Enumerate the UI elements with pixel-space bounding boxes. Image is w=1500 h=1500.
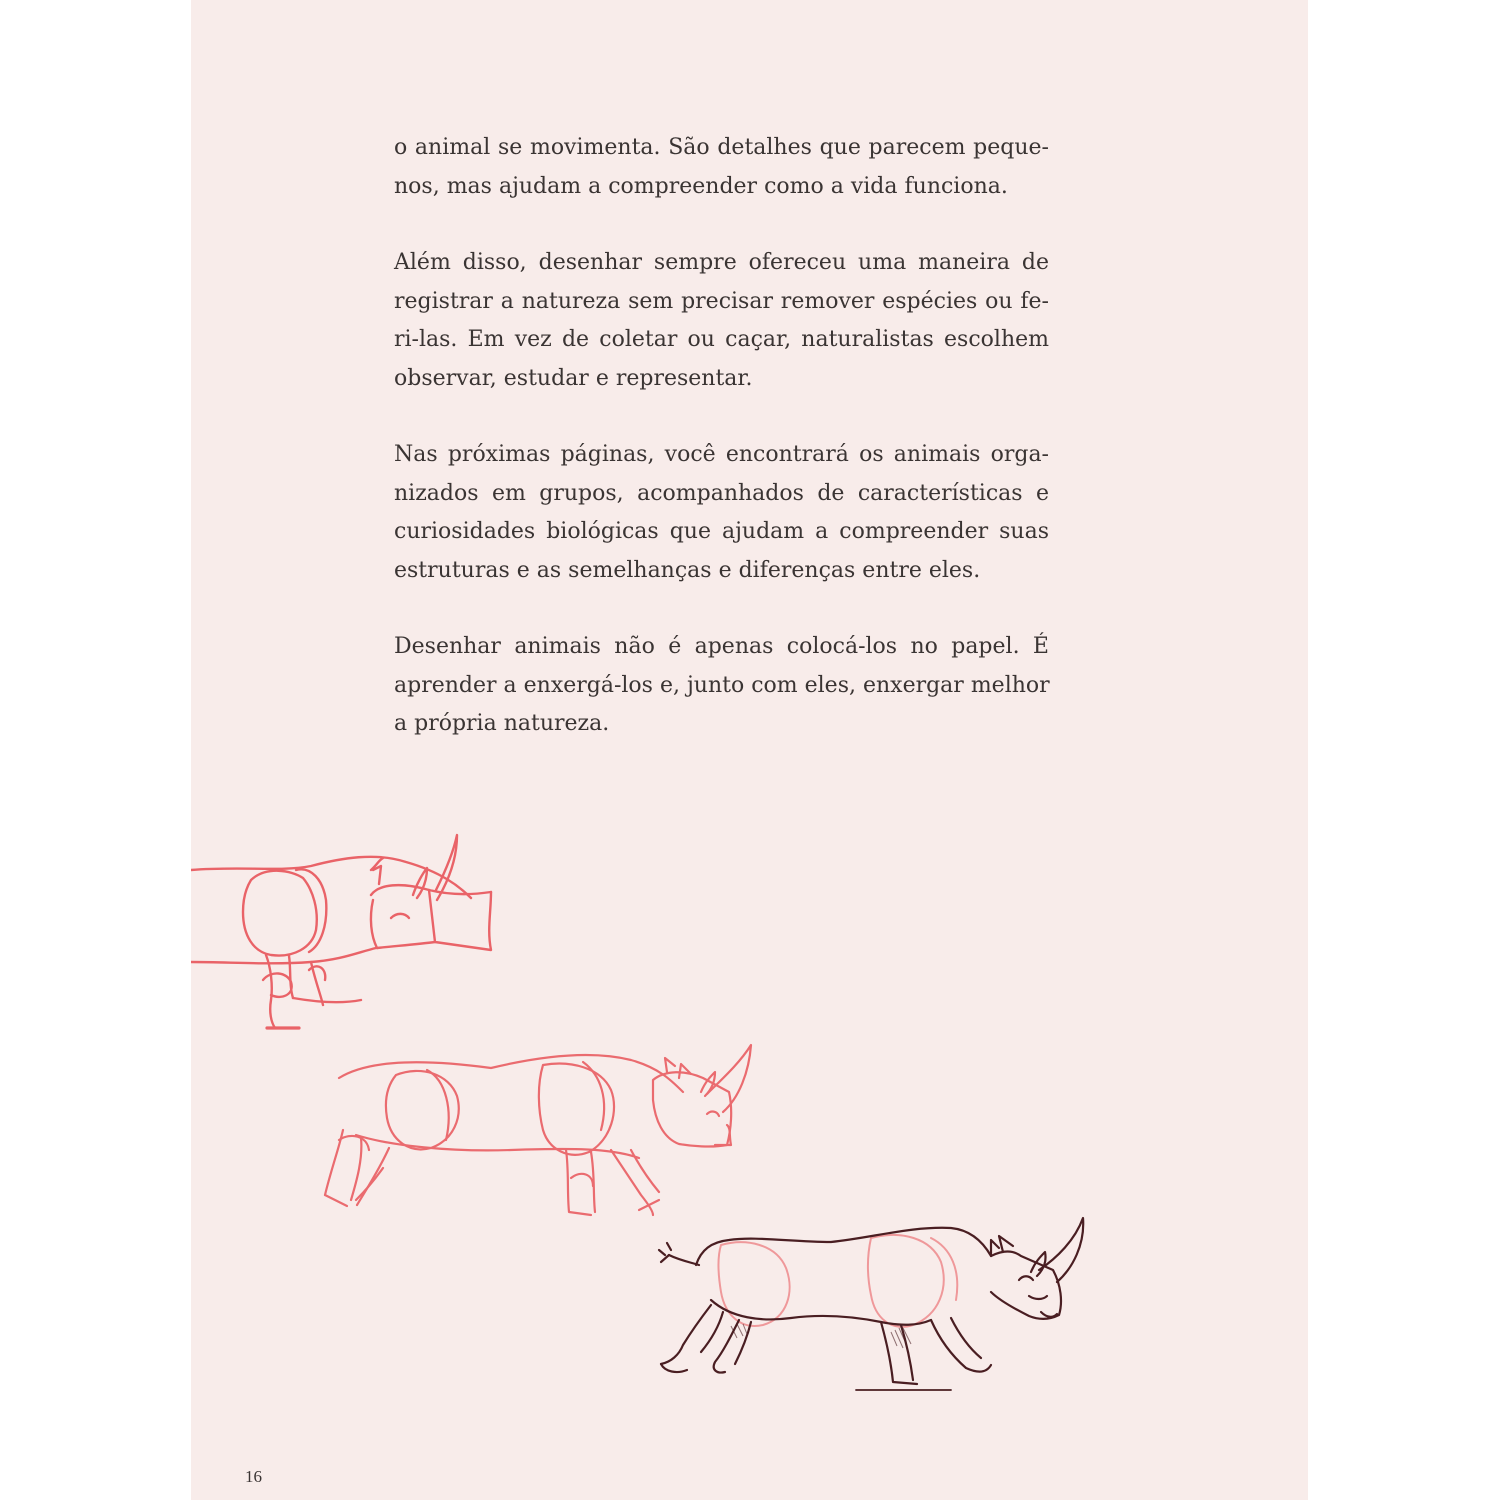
text-line: o animal se movimenta. São detalhes que parecem peque- [394,135,1049,160]
text-line: curiosidades biológicas que ajudam a compreender suas [394,519,1049,544]
text-line: nos, mas ajudam a compreender como a vida funciona. [394,173,1008,199]
rhino-sketch-construction [191,835,491,1028]
text-line: Nas próximas páginas, você encontrará os animais orga- [394,442,1049,467]
text-line: Desenhar animais não é apenas colocá-los no papel. É [394,634,1049,659]
text-line: registrar a natureza sem precisar remover espécies ou fe- [394,288,1049,314]
text-line: estruturas e as semelhanças e diferenças entre eles. [394,557,981,583]
book-page [191,0,1308,1500]
rhino-sketch-volumes [325,1045,751,1215]
rhino-sketch-final [659,1218,1083,1390]
text-line: a própria natureza. [394,711,610,736]
text-line: aprender a enxergá-los e, junto com eles, enxergar melhor [394,672,1050,698]
page-number: 16 [245,1467,262,1486]
text-line: ri-las. Em vez de coletar ou caçar, naturalistas escolhem [394,327,1049,352]
text-line: observar, estudar e representar. [394,365,753,391]
text-line: nizados em grupos, acompanhados de características e [394,480,1049,506]
rhino-sketches-illustration [191,0,1308,1500]
text-line: Além disso, desenhar sempre ofereceu uma maneira de [394,250,1049,275]
